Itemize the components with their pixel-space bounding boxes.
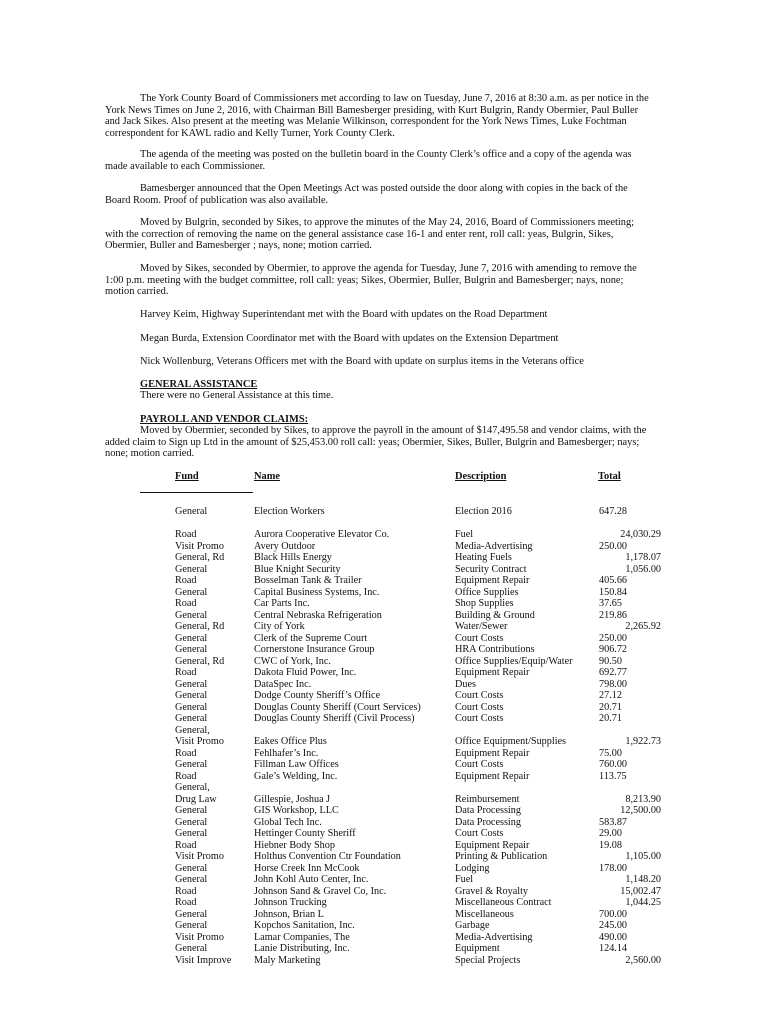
cell-description: Security Contract <box>455 563 527 575</box>
cell-description: Dues <box>455 678 476 690</box>
cell-fund: General <box>175 690 208 701</box>
cell-description: Equipment Repair <box>455 770 530 782</box>
table-row <box>0 587 770 599</box>
cell-fund: Road <box>175 897 197 908</box>
cell-description: Miscellaneous Contract <box>455 897 552 908</box>
table-row <box>0 863 770 875</box>
cell-name: Global Tech Inc. <box>254 816 322 828</box>
table-row <box>0 886 770 898</box>
cell-fund: General <box>175 874 208 885</box>
update-road-department: Harvey Keim, Highway Superintendant met with the Board with updates on the Road Department <box>140 309 548 320</box>
cell-fund: General <box>175 713 208 724</box>
cell-fund: Visit Promo <box>175 540 224 552</box>
cell-total: 760.00 <box>599 759 628 770</box>
cell-total: 1,148.20 <box>625 874 661 885</box>
cell-total: 1,105.00 <box>625 851 661 862</box>
cell-name: Dodge County Sheriff’s Office <box>254 690 381 701</box>
table-row <box>0 897 770 909</box>
cell-name: Fillman Law Offices <box>254 759 339 770</box>
cell-fund: General <box>175 563 208 575</box>
cell-name: Fehlhafer’s Inc. <box>254 747 319 759</box>
cell-total: 692.77 <box>599 667 628 678</box>
cell-fund: Road <box>175 667 197 678</box>
cell-total: 1,922.73 <box>625 736 661 747</box>
cell-name: Johnson Trucking <box>254 897 327 908</box>
cell-name: Car Parts Inc. <box>254 598 310 609</box>
cell-total: 1,056.00 <box>625 563 661 575</box>
general-assistance-text: There were no General Assistance at this time. <box>140 390 334 401</box>
table-row <box>0 955 770 967</box>
cell-total: 20.71 <box>599 701 622 713</box>
paragraph-meeting-intro: The York County Board of Commissioners met according to law on Tuesday, June 7, 2016 at 8:30 a.m. as per notice in the York News Times on June 2, 2016, with Chairman Bill Bamesberger presiding, with Kurt Bulgrin, Randy Obermier, Paul Buller and Jack Sikes. Also present at the meeting was Melanie Wilkinson, correspondent for the York News Times, Luke Fochtman correspondent for KAWL radio and Kelly Turner, York County Clerk. <box>105 93 649 139</box>
cell-name: Holthus Convention Ctr Foundation <box>254 851 401 862</box>
cell-total: 19.08 <box>599 839 622 851</box>
update-extension-department: Megan Burda, Extension Coordinator met with the Board with updates on the Extension Department <box>140 333 559 344</box>
cell-fund: General, <box>175 724 210 736</box>
cell-description: Gravel & Royalty <box>455 885 528 897</box>
cell-description: Fuel <box>455 874 474 885</box>
paragraph-agenda-motion: Moved by Sikes, seconded by Obermier, to approve the agenda for Tuesday, June 7, 2016 with amending to remove the 1:00 p.m. meeting with the budget committee, roll call: yeas; Sikes, Obermier, Buller, Bulgrin and Bamesberger; nays, none; motion carried. <box>105 263 637 298</box>
cell-total: 490.00 <box>599 931 628 943</box>
payroll-motion-text: Moved by Obermier, seconded by Sikes, to approve the payroll in the amount of $147,495.58 and vendor claims, with the added claim to Sign up Ltd in the amount of $25,453.00 roll call: yeas; Obermier, Sikes, Buller, Bulgrin and Bamesberger; nays; none; motion carried. <box>105 425 647 460</box>
header-divider <box>140 492 253 493</box>
table-row <box>0 679 770 691</box>
table-row <box>0 667 770 679</box>
cell-total: 24,030.29 <box>620 529 661 540</box>
cell-total: 250.00 <box>599 632 628 644</box>
cell-name: Aurora Cooperative Elevator Co. <box>254 529 390 540</box>
cell-total: 178.00 <box>599 862 628 874</box>
paragraph-agenda-posted: The agenda of the meeting was posted on the bulletin board in the County Clerk’s office and a copy of the agenda was made available to each Commissioner. <box>105 149 632 172</box>
cell-description: Miscellaneous <box>455 908 514 920</box>
cell-description: Data Processing <box>455 816 521 828</box>
cell-name: Johnson, Brian L <box>254 908 324 920</box>
cell-name: DataSpec Inc. <box>254 678 312 690</box>
cell-fund: Visit Promo <box>175 931 224 943</box>
cell-fund: General <box>175 701 208 713</box>
cell-fund: General, Rd <box>175 621 225 632</box>
table-row <box>0 851 770 863</box>
cell-description: Printing & Publication <box>455 851 548 862</box>
cell-name: Hettinger County Sheriff <box>254 828 356 839</box>
table-row <box>0 633 770 645</box>
cell-fund: Road <box>175 770 197 782</box>
cell-description: Lodging <box>455 862 490 874</box>
cell-fund: Road <box>175 529 197 540</box>
table-row <box>0 541 770 553</box>
cell-description: Office Supplies/Equip/Water <box>455 655 573 667</box>
cell-description: Election 2016 <box>455 506 512 517</box>
table-row <box>0 817 770 829</box>
cell-total: 405.66 <box>599 575 628 586</box>
table-row <box>0 932 770 944</box>
table-row <box>0 874 770 886</box>
cell-name: Bosselman Tank & Trailer <box>254 575 362 586</box>
cell-name: Hiebner Body Shop <box>254 839 335 851</box>
table-row <box>0 909 770 921</box>
cell-fund: Road <box>175 598 197 609</box>
cell-total: 219.86 <box>599 609 628 621</box>
cell-fund: General, <box>175 782 210 793</box>
paragraph-minutes-motion: Moved by Bulgrin, seconded by Sikes, to approve the minutes of the May 24, 2016, Board of Commissioners meeting; with the correction of removing the name on the general assistance case 16-1 and enter rent, roll call: yeas, Bulgrin, Sikes, Obermier, Buller and Bamesberger ; nays, none; motion carried. <box>105 217 635 252</box>
table-row <box>0 713 770 725</box>
cell-name: Douglas County Sheriff (Court Services) <box>254 701 421 713</box>
table-row <box>0 552 770 564</box>
cell-fund: Visit Promo <box>175 851 224 862</box>
table-row <box>0 840 770 852</box>
cell-total: 2,265.92 <box>625 621 661 632</box>
cell-total: 700.00 <box>599 908 628 920</box>
table-row <box>0 782 770 794</box>
cell-name: Black Hills Energy <box>254 552 332 563</box>
table-row <box>0 529 770 541</box>
cell-description: Fuel <box>455 529 474 540</box>
cell-name: Johnson Sand & Gravel Co, Inc. <box>254 885 387 897</box>
cell-total: 906.72 <box>599 644 628 655</box>
cell-total: 583.87 <box>599 816 628 828</box>
cell-fund: General <box>175 632 208 644</box>
cell-total: 1,044.25 <box>625 897 661 908</box>
cell-description: Reimbursement <box>455 793 520 805</box>
cell-fund: General <box>175 908 208 920</box>
header-description: Description <box>455 471 507 482</box>
cell-fund: General, Rd <box>175 655 225 667</box>
cell-fund: Road <box>175 885 197 897</box>
cell-name: Avery Outdoor <box>254 540 316 552</box>
cell-fund: General, Rd <box>175 552 225 563</box>
cell-fund: General <box>175 678 208 690</box>
header-total: Total <box>598 471 621 482</box>
cell-description: Garbage <box>455 920 490 931</box>
table-row <box>0 656 770 668</box>
cell-total: 90.50 <box>599 655 622 667</box>
cell-description: Equipment <box>455 943 500 954</box>
cell-description: Court Costs <box>455 713 504 724</box>
cell-fund: General <box>175 862 208 874</box>
table-row <box>0 828 770 840</box>
cell-name: Gale’s Welding, Inc. <box>254 770 338 782</box>
cell-fund: Visit Improve <box>175 954 232 966</box>
cell-fund: General <box>175 920 208 931</box>
table-row <box>0 736 770 748</box>
table-row <box>0 644 770 656</box>
table-row <box>0 598 770 610</box>
cell-description: HRA Contributions <box>455 644 535 655</box>
cell-name: Capital Business Systems, Inc. <box>254 586 380 598</box>
table-row <box>0 621 770 633</box>
cell-description: Media-Advertising <box>455 931 533 943</box>
update-veterans-office: Nick Wollenburg, Veterans Officers met with the Board with update on surplus items in the Veterans office <box>140 356 584 367</box>
cell-fund: General <box>175 586 208 598</box>
table-row <box>0 943 770 955</box>
cell-name: John Kohl Auto Center, Inc. <box>254 874 369 885</box>
table-row <box>0 690 770 702</box>
payroll-heading: PAYROLL AND VENDOR CLAIMS: <box>140 414 309 425</box>
cell-name: GIS Workshop, LLC <box>254 805 339 816</box>
cell-fund: General <box>175 828 208 839</box>
cell-total: 245.00 <box>599 920 628 931</box>
cell-total: 29.00 <box>599 828 622 839</box>
cell-description: Equipment Repair <box>455 575 530 586</box>
cell-name: Cornerstone Insurance Group <box>254 644 375 655</box>
cell-name: Eakes Office Plus <box>254 736 327 747</box>
cell-total: 12,500.00 <box>620 805 661 816</box>
cell-description: Media-Advertising <box>455 540 533 552</box>
table-row <box>0 702 770 714</box>
cell-fund: Visit Promo <box>175 736 224 747</box>
cell-total: 15,002.47 <box>620 885 661 897</box>
cell-total: 647.28 <box>599 506 628 517</box>
table-row <box>0 794 770 806</box>
cell-fund: General <box>175 943 208 954</box>
cell-name: Lamar Companies, The <box>254 931 350 943</box>
cell-fund: General <box>175 644 208 655</box>
cell-total: 75.00 <box>599 747 622 759</box>
table-row <box>0 506 770 518</box>
cell-fund: Road <box>175 747 197 759</box>
cell-fund: General <box>175 759 208 770</box>
general-assistance-heading: GENERAL ASSISTANCE <box>140 379 258 390</box>
cell-description: Court Costs <box>455 701 504 713</box>
cell-total: 250.00 <box>599 540 628 552</box>
cell-name: Maly Marketing <box>254 954 321 966</box>
cell-name: Clerk of the Supreme Court <box>254 632 368 644</box>
table-row <box>0 805 770 817</box>
cell-name: Gillespie, Joshua J <box>254 793 331 805</box>
table-row <box>0 575 770 587</box>
table-row <box>0 748 770 760</box>
cell-fund: Road <box>175 839 197 851</box>
paragraph-open-meetings: Bamesberger announced that the Open Meetings Act was posted outside the door along with copies in the back of the Board Room. Proof of publication was also available. <box>105 183 628 206</box>
cell-name: Central Nebraska Refrigeration <box>254 609 382 621</box>
cell-description: Equipment Repair <box>455 667 530 678</box>
cell-name: Horse Creek Inn McCook <box>254 862 360 874</box>
cell-description: Water/Sewer <box>455 621 508 632</box>
table-row <box>0 725 770 737</box>
cell-total: 27.12 <box>599 690 622 701</box>
cell-total: 113.75 <box>599 770 627 782</box>
table-row <box>0 564 770 576</box>
cell-description: Data Processing <box>455 805 521 816</box>
cell-description: Equipment Repair <box>455 839 530 851</box>
cell-fund: General <box>175 506 208 517</box>
header-fund: Fund <box>175 471 199 482</box>
cell-name: Election Workers <box>254 506 325 517</box>
cell-fund: Drug Law <box>175 793 217 805</box>
cell-description: Special Projects <box>455 954 521 966</box>
cell-fund: General <box>175 609 208 621</box>
cell-description: Heating Fuels <box>455 552 512 563</box>
cell-name: Kopchos Sanitation, Inc. <box>254 920 355 931</box>
cell-name: Blue Knight Security <box>254 563 341 575</box>
cell-description: Office Equipment/Supplies <box>455 736 567 747</box>
cell-description: Office Supplies <box>455 586 519 598</box>
cell-description: Building & Ground <box>455 609 535 621</box>
cell-description: Shop Supplies <box>455 598 514 609</box>
cell-fund: Road <box>175 575 197 586</box>
cell-description: Court Costs <box>455 632 504 644</box>
table-row <box>0 771 770 783</box>
cell-total: 798.00 <box>599 678 628 690</box>
table-row <box>0 759 770 771</box>
cell-total: 124.14 <box>599 943 628 954</box>
cell-name: Lanie Distributing, Inc. <box>254 943 350 954</box>
cell-total: 2,560.00 <box>625 954 661 966</box>
cell-name: Dakota Fluid Power, Inc. <box>254 667 357 678</box>
cell-name: CWC of York, Inc. <box>254 655 331 667</box>
table-row <box>0 610 770 622</box>
table-row <box>0 920 770 932</box>
cell-description: Court Costs <box>455 828 504 839</box>
cell-total: 150.84 <box>599 586 628 598</box>
header-name: Name <box>254 471 280 482</box>
cell-description: Court Costs <box>455 759 504 770</box>
cell-total: 1,178.07 <box>625 552 661 563</box>
cell-name: Douglas County Sheriff (Civil Process) <box>254 713 415 724</box>
cell-fund: General <box>175 816 208 828</box>
cell-name: City of York <box>254 621 305 632</box>
cell-total: 20.71 <box>599 713 622 724</box>
cell-description: Court Costs <box>455 690 504 701</box>
cell-total: 8,213.90 <box>625 793 661 805</box>
cell-description: Equipment Repair <box>455 747 530 759</box>
cell-total: 37.65 <box>599 598 622 609</box>
cell-fund: General <box>175 805 208 816</box>
